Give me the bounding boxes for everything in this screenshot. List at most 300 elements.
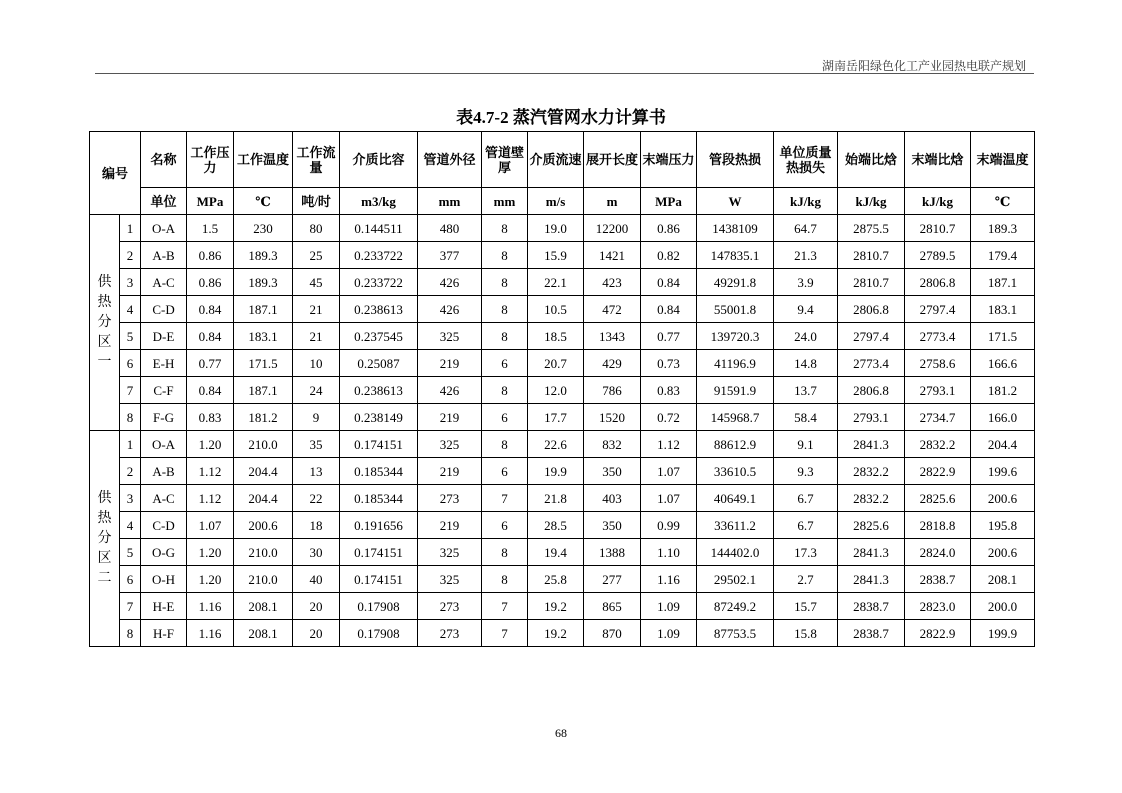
table-cell: 325 xyxy=(418,323,482,350)
table-cell: E-H xyxy=(141,350,187,377)
table-cell: 0.238613 xyxy=(340,377,418,404)
table-cell: 6 xyxy=(482,458,528,485)
table-cell: 17.3 xyxy=(774,539,838,566)
table-cell: 189.3 xyxy=(234,242,293,269)
table-cell: 87753.5 xyxy=(697,620,774,647)
row-number-cell: 1 xyxy=(120,431,141,458)
table-cell: 0.84 xyxy=(641,269,697,296)
table-cell: 33611.2 xyxy=(697,512,774,539)
table-cell: 1388 xyxy=(584,539,641,566)
column-header: 名称 xyxy=(141,132,187,188)
table-cell: 423 xyxy=(584,269,641,296)
table-cell: 0.238149 xyxy=(340,404,418,431)
table-cell: 181.2 xyxy=(971,377,1035,404)
table-cell: 181.2 xyxy=(234,404,293,431)
table-cell: 7 xyxy=(482,620,528,647)
table-cell: 33610.5 xyxy=(697,458,774,485)
table-cell: 0.84 xyxy=(187,296,234,323)
table-cell: 2773.4 xyxy=(905,323,971,350)
table-cell: 325 xyxy=(418,539,482,566)
table-cell: 3.9 xyxy=(774,269,838,296)
table-cell: 2773.4 xyxy=(838,350,905,377)
number-header: 编号 xyxy=(90,132,141,215)
table-cell: 15.7 xyxy=(774,593,838,620)
table-cell: 144402.0 xyxy=(697,539,774,566)
row-number-cell: 1 xyxy=(120,215,141,242)
row-number-cell: 6 xyxy=(120,350,141,377)
table-cell: 273 xyxy=(418,620,482,647)
unit-header: m xyxy=(584,188,641,215)
table-row xyxy=(90,566,1035,593)
table-cell: 0.83 xyxy=(641,377,697,404)
table-cell: 19.9 xyxy=(528,458,584,485)
table-cell: 147835.1 xyxy=(697,242,774,269)
table-cell: 2838.7 xyxy=(838,620,905,647)
table-cell: 429 xyxy=(584,350,641,377)
table-cell: 0.185344 xyxy=(340,485,418,512)
table-cell: 0.73 xyxy=(641,350,697,377)
unit-header: m3/kg xyxy=(340,188,418,215)
table-cell: 20 xyxy=(293,620,340,647)
table-cell: 277 xyxy=(584,566,641,593)
unit-header: mm xyxy=(418,188,482,215)
table-cell: 13.7 xyxy=(774,377,838,404)
table-cell: 1.20 xyxy=(187,431,234,458)
table-cell: 9.3 xyxy=(774,458,838,485)
table-cell: 87249.2 xyxy=(697,593,774,620)
table-cell: 0.84 xyxy=(641,296,697,323)
table-cell: 9.4 xyxy=(774,296,838,323)
table-cell: 0.174151 xyxy=(340,431,418,458)
table-cell: O-A xyxy=(141,431,187,458)
table-cell: C-D xyxy=(141,296,187,323)
column-header: 介质比容 xyxy=(340,132,418,188)
table-cell: 2806.8 xyxy=(905,269,971,296)
table-cell: 28.5 xyxy=(528,512,584,539)
table-cell: H-F xyxy=(141,620,187,647)
table-row xyxy=(90,512,1035,539)
column-header: 末端比焓 xyxy=(905,132,971,188)
table-cell: 19.2 xyxy=(528,593,584,620)
table-cell: 21.3 xyxy=(774,242,838,269)
table-cell: 1438109 xyxy=(697,215,774,242)
running-header: 湖南岳阳绿色化工产业园热电联产规划 xyxy=(821,59,1026,73)
row-number-cell: 4 xyxy=(120,512,141,539)
row-number-cell: 7 xyxy=(120,593,141,620)
table-cell: 0.72 xyxy=(641,404,697,431)
table-cell: 80 xyxy=(293,215,340,242)
table-cell: 171.5 xyxy=(971,323,1035,350)
table-cell: 0.84 xyxy=(187,323,234,350)
table-cell: D-E xyxy=(141,323,187,350)
unit-header: MPa xyxy=(187,188,234,215)
group-label xyxy=(90,431,120,647)
table-cell: 183.1 xyxy=(971,296,1035,323)
table-cell: 2797.4 xyxy=(905,296,971,323)
table-cell: 204.4 xyxy=(234,485,293,512)
table-cell: 41196.9 xyxy=(697,350,774,377)
table-cell: 0.86 xyxy=(641,215,697,242)
table-cell: 230 xyxy=(234,215,293,242)
table-cell: 2875.5 xyxy=(838,215,905,242)
table-cell: 58.4 xyxy=(774,404,838,431)
table-cell: 2797.4 xyxy=(838,323,905,350)
table-cell: 6.7 xyxy=(774,485,838,512)
page-number: 68 xyxy=(555,726,567,740)
column-header: 工作压力 xyxy=(187,132,234,188)
table-cell: A-B xyxy=(141,242,187,269)
table-cell: 1.07 xyxy=(641,458,697,485)
row-number-cell: 8 xyxy=(120,620,141,647)
table-cell: 15.8 xyxy=(774,620,838,647)
table-body xyxy=(90,215,1035,647)
table-cell: A-B xyxy=(141,458,187,485)
table-cell: 12200 xyxy=(584,215,641,242)
table-cell: 2832.2 xyxy=(905,431,971,458)
table-cell: 7 xyxy=(482,593,528,620)
table-cell: 1.07 xyxy=(187,512,234,539)
table-cell: 0.83 xyxy=(187,404,234,431)
table-cell: 8 xyxy=(482,566,528,593)
table-cell: 0.144511 xyxy=(340,215,418,242)
table-cell: 8 xyxy=(482,215,528,242)
unit-header: 单位 xyxy=(141,188,187,215)
table-cell: 1.12 xyxy=(187,485,234,512)
table-cell: 786 xyxy=(584,377,641,404)
table-cell: 19.0 xyxy=(528,215,584,242)
table-cell: 2734.7 xyxy=(905,404,971,431)
table-cell: 8 xyxy=(482,269,528,296)
table-cell: 2832.2 xyxy=(838,458,905,485)
table-cell: 219 xyxy=(418,512,482,539)
table-cell: 350 xyxy=(584,458,641,485)
column-header: 展开长度 xyxy=(584,132,641,188)
table-cell: 2832.2 xyxy=(838,485,905,512)
table-cell: 0.77 xyxy=(641,323,697,350)
table-cell: 145968.7 xyxy=(697,404,774,431)
column-header: 管道壁厚 xyxy=(482,132,528,188)
table-cell: 210.0 xyxy=(234,431,293,458)
table-cell: 8 xyxy=(482,296,528,323)
table-cell: 865 xyxy=(584,593,641,620)
table-cell: 40 xyxy=(293,566,340,593)
table-cell: 20 xyxy=(293,593,340,620)
table-cell: 166.0 xyxy=(971,404,1035,431)
table-cell: 45 xyxy=(293,269,340,296)
table-cell: 403 xyxy=(584,485,641,512)
header-row-units xyxy=(90,188,1035,215)
unit-header: ℃ xyxy=(971,188,1035,215)
row-number-cell: 2 xyxy=(120,242,141,269)
table-cell: 1.12 xyxy=(641,431,697,458)
table-cell: 0.174151 xyxy=(340,539,418,566)
unit-header: MPa xyxy=(641,188,697,215)
table-cell: 2793.1 xyxy=(838,404,905,431)
table-cell: 2824.0 xyxy=(905,539,971,566)
table-cell: 199.9 xyxy=(971,620,1035,647)
table-row xyxy=(90,404,1035,431)
table-row xyxy=(90,323,1035,350)
table-cell: 208.1 xyxy=(234,593,293,620)
table-row xyxy=(90,620,1035,647)
column-header: 工作温度 xyxy=(234,132,293,188)
table-row xyxy=(90,431,1035,458)
table-cell: 2822.9 xyxy=(905,458,971,485)
table-cell: 2810.7 xyxy=(838,242,905,269)
table-cell: 29502.1 xyxy=(697,566,774,593)
table-cell: 18.5 xyxy=(528,323,584,350)
table-row xyxy=(90,215,1035,242)
column-header: 单位质量热损失 xyxy=(774,132,838,188)
table-cell: 6 xyxy=(482,350,528,377)
table-cell: 0.191656 xyxy=(340,512,418,539)
row-number-cell: 3 xyxy=(120,269,141,296)
table-cell: 166.6 xyxy=(971,350,1035,377)
table-cell: 13 xyxy=(293,458,340,485)
table-cell: 204.4 xyxy=(234,458,293,485)
table-cell: 9.1 xyxy=(774,431,838,458)
table-row xyxy=(90,242,1035,269)
table-cell: A-C xyxy=(141,269,187,296)
table-cell: O-G xyxy=(141,539,187,566)
table-cell: 30 xyxy=(293,539,340,566)
table-cell: 25 xyxy=(293,242,340,269)
table-cell: 325 xyxy=(418,431,482,458)
table-row xyxy=(90,485,1035,512)
table-cell: 22.6 xyxy=(528,431,584,458)
row-number-cell: 8 xyxy=(120,404,141,431)
table-row xyxy=(90,269,1035,296)
table-cell: 22.1 xyxy=(528,269,584,296)
unit-header: mm xyxy=(482,188,528,215)
table-cell: 49291.8 xyxy=(697,269,774,296)
column-header: 末端压力 xyxy=(641,132,697,188)
table-cell: 8 xyxy=(482,242,528,269)
table-cell: C-D xyxy=(141,512,187,539)
table-cell: 2810.7 xyxy=(838,269,905,296)
table-cell: 19.4 xyxy=(528,539,584,566)
table-cell: 10.5 xyxy=(528,296,584,323)
table-cell: 426 xyxy=(418,269,482,296)
table-cell: 1.16 xyxy=(187,593,234,620)
table-cell: 40649.1 xyxy=(697,485,774,512)
table-cell: 189.3 xyxy=(234,269,293,296)
table-cell: 179.4 xyxy=(971,242,1035,269)
table-cell: 2825.6 xyxy=(905,485,971,512)
table-cell: 88612.9 xyxy=(697,431,774,458)
table-cell: 1.5 xyxy=(187,215,234,242)
table-cell: 2825.6 xyxy=(838,512,905,539)
table-cell: 24 xyxy=(293,377,340,404)
table-cell: 12.0 xyxy=(528,377,584,404)
column-header: 末端温度 xyxy=(971,132,1035,188)
table-cell: 200.6 xyxy=(971,485,1035,512)
table-cell: 1520 xyxy=(584,404,641,431)
table-cell: 2806.8 xyxy=(838,377,905,404)
table-cell: 2806.8 xyxy=(838,296,905,323)
table-cell: 2.7 xyxy=(774,566,838,593)
table-cell: 200.6 xyxy=(971,539,1035,566)
table-cell: 14.8 xyxy=(774,350,838,377)
table-cell: 8 xyxy=(482,431,528,458)
column-header: 管道外径 xyxy=(418,132,482,188)
table-cell: 1.09 xyxy=(641,620,697,647)
table-cell: 21.8 xyxy=(528,485,584,512)
table-cell: 187.1 xyxy=(234,377,293,404)
table-cell: 2758.6 xyxy=(905,350,971,377)
table-cell: 0.233722 xyxy=(340,242,418,269)
table-cell: 2841.3 xyxy=(838,566,905,593)
table-cell: 8 xyxy=(482,539,528,566)
row-number-cell: 3 xyxy=(120,485,141,512)
table-cell: C-F xyxy=(141,377,187,404)
table-row xyxy=(90,377,1035,404)
table-cell: 210.0 xyxy=(234,539,293,566)
table-cell: 7 xyxy=(482,485,528,512)
table-cell: 0.233722 xyxy=(340,269,418,296)
table-cell: 0.82 xyxy=(641,242,697,269)
table-cell: 139720.3 xyxy=(697,323,774,350)
table-cell: 6 xyxy=(482,404,528,431)
table-cell: 0.17908 xyxy=(340,593,418,620)
table-cell: 2822.9 xyxy=(905,620,971,647)
table-cell: O-H xyxy=(141,566,187,593)
table-cell: 8 xyxy=(482,323,528,350)
row-number-cell: 4 xyxy=(120,296,141,323)
table-cell: 2841.3 xyxy=(838,431,905,458)
unit-header: ℃ xyxy=(234,188,293,215)
table-cell: 325 xyxy=(418,566,482,593)
table-cell: 189.3 xyxy=(971,215,1035,242)
table-cell: 219 xyxy=(418,458,482,485)
row-number-cell: 2 xyxy=(120,458,141,485)
table-cell: 1.12 xyxy=(187,458,234,485)
table-cell: 870 xyxy=(584,620,641,647)
table-cell: 0.238613 xyxy=(340,296,418,323)
table-cell: 1.10 xyxy=(641,539,697,566)
table-cell: 1343 xyxy=(584,323,641,350)
unit-header: W xyxy=(697,188,774,215)
table-row xyxy=(90,539,1035,566)
table-cell: 171.5 xyxy=(234,350,293,377)
table-cell: 195.8 xyxy=(971,512,1035,539)
column-header: 工作流量 xyxy=(293,132,340,188)
table-cell: 64.7 xyxy=(774,215,838,242)
table-cell: 0.86 xyxy=(187,242,234,269)
table-cell: 208.1 xyxy=(234,620,293,647)
table-cell: 91591.9 xyxy=(697,377,774,404)
table-cell: 18 xyxy=(293,512,340,539)
table-cell: 219 xyxy=(418,350,482,377)
unit-header: kJ/kg xyxy=(774,188,838,215)
unit-header: 吨/时 xyxy=(293,188,340,215)
table-cell: 55001.8 xyxy=(697,296,774,323)
table-row xyxy=(90,593,1035,620)
table-cell: 6.7 xyxy=(774,512,838,539)
table-row xyxy=(90,296,1035,323)
table-cell: 472 xyxy=(584,296,641,323)
group-label-text: 供热分区二 xyxy=(97,490,112,586)
table-cell: 17.7 xyxy=(528,404,584,431)
table-cell: 0.84 xyxy=(187,377,234,404)
table-cell: 0.25087 xyxy=(340,350,418,377)
table-cell: 8 xyxy=(482,377,528,404)
table-cell: 1.07 xyxy=(641,485,697,512)
table-cell: 187.1 xyxy=(234,296,293,323)
header-rule xyxy=(95,73,1034,74)
group-label-text: 供热分区一 xyxy=(97,274,112,370)
table-row xyxy=(90,458,1035,485)
table-cell: 0.185344 xyxy=(340,458,418,485)
table-cell: 21 xyxy=(293,296,340,323)
table-cell: 2841.3 xyxy=(838,539,905,566)
unit-header: kJ/kg xyxy=(838,188,905,215)
table-cell: 1.20 xyxy=(187,539,234,566)
group-label xyxy=(90,215,120,431)
table-cell: 2838.7 xyxy=(838,593,905,620)
table-cell: 2793.1 xyxy=(905,377,971,404)
table-cell: 0.237545 xyxy=(340,323,418,350)
table-cell: 426 xyxy=(418,296,482,323)
table-cell: 1.20 xyxy=(187,566,234,593)
table-title: 表4.7-2 蒸汽管网水力计算书 xyxy=(456,108,666,127)
table-cell: 183.1 xyxy=(234,323,293,350)
table-cell: 377 xyxy=(418,242,482,269)
table-cell: 187.1 xyxy=(971,269,1035,296)
table-cell: F-G xyxy=(141,404,187,431)
table-cell: 200.6 xyxy=(234,512,293,539)
unit-header: kJ/kg xyxy=(905,188,971,215)
hydraulic-calculation-table xyxy=(89,131,1035,647)
table-cell: 350 xyxy=(584,512,641,539)
table-cell: 10 xyxy=(293,350,340,377)
unit-header: m/s xyxy=(528,188,584,215)
table-cell: 1.16 xyxy=(187,620,234,647)
table-cell: 426 xyxy=(418,377,482,404)
table-cell: 1421 xyxy=(584,242,641,269)
table-cell: 199.6 xyxy=(971,458,1035,485)
table-cell: 219 xyxy=(418,404,482,431)
table-cell: 9 xyxy=(293,404,340,431)
table-cell: 0.86 xyxy=(187,269,234,296)
table-cell: 200.0 xyxy=(971,593,1035,620)
table-cell: 204.4 xyxy=(971,431,1035,458)
table-cell: 273 xyxy=(418,593,482,620)
column-header: 始端比焓 xyxy=(838,132,905,188)
table-cell: 2810.7 xyxy=(905,215,971,242)
table-cell: H-E xyxy=(141,593,187,620)
header-row-names xyxy=(90,132,1035,188)
table-cell: 210.0 xyxy=(234,566,293,593)
table-cell: 0.99 xyxy=(641,512,697,539)
column-header: 管段热损 xyxy=(697,132,774,188)
table-row xyxy=(90,350,1035,377)
table-cell: 15.9 xyxy=(528,242,584,269)
table-cell: 832 xyxy=(584,431,641,458)
table-cell: 2818.8 xyxy=(905,512,971,539)
table-cell: 1.09 xyxy=(641,593,697,620)
row-number-cell: 6 xyxy=(120,566,141,593)
row-number-cell: 7 xyxy=(120,377,141,404)
column-header: 介质流速 xyxy=(528,132,584,188)
table-cell: 24.0 xyxy=(774,323,838,350)
row-number-cell: 5 xyxy=(120,323,141,350)
table-cell: 19.2 xyxy=(528,620,584,647)
table-cell: 2823.0 xyxy=(905,593,971,620)
table-cell: 273 xyxy=(418,485,482,512)
table-cell: 22 xyxy=(293,485,340,512)
table-cell: A-C xyxy=(141,485,187,512)
